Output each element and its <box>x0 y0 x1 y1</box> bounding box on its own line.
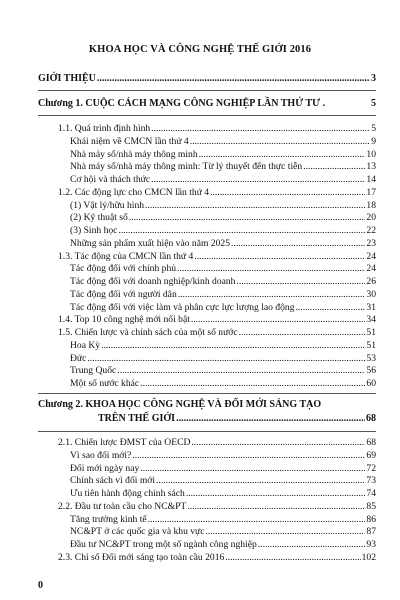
toc-entry[interactable] <box>70 200 376 212</box>
toc-entry-page: 30 <box>366 288 376 300</box>
toc-entry-page: 23 <box>366 237 376 249</box>
toc-entry-text: Một số nước khác <box>70 378 140 389</box>
toc-entry-text: 1.3. Tác động của CMCN lần thứ 4 <box>58 250 194 262</box>
leader-dots <box>194 251 365 263</box>
toc-entry[interactable] <box>70 263 376 275</box>
toc-entry-page: 9 <box>371 135 376 147</box>
toc-entry[interactable] <box>70 238 376 250</box>
leader-dots <box>118 225 365 237</box>
toc-entry-text: 2.1. Chiến lược ĐMST của OECD <box>58 437 191 448</box>
document-title: KHOA HỌC VÀ CÔNG NGHỆ THẾ GIỚI 2016 <box>88 44 312 55</box>
toc-entry[interactable] <box>70 450 376 462</box>
toc-entry-text: Chính sách vì đổi mới <box>70 475 156 487</box>
toc-entry-page: 74 <box>366 488 376 499</box>
toc-chapter-text: Chương 1. CUỘC CÁCH MẠNG CÔNG NGHIỆP LẦN THỨ TƯ . <box>38 98 326 109</box>
toc-entry[interactable] <box>70 378 376 390</box>
toc-entry-text: 1.1. Quá trình định hình <box>58 123 151 134</box>
leader-dots <box>239 327 366 339</box>
toc-entry-page: 22 <box>366 225 376 236</box>
toc-entry-page: 10 <box>366 148 376 160</box>
toc-entry[interactable] <box>70 539 376 551</box>
toc-entry[interactable] <box>70 475 376 487</box>
leader-dots <box>177 263 365 275</box>
toc-chapter1-row[interactable] <box>38 98 376 110</box>
toc-entry-page: 87 <box>366 526 376 538</box>
leader-dots <box>187 501 365 513</box>
toc-entry-text: Tác động đối với người dân <box>70 288 177 300</box>
toc-entry-page: 72 <box>366 462 376 474</box>
toc-entry[interactable] <box>70 174 376 186</box>
toc-entry-page: 51 <box>366 339 376 351</box>
toc-entry[interactable] <box>70 149 376 161</box>
toc-entry-text: Đầu tư NC&PT trong một số ngành công nghiệp <box>70 539 257 550</box>
toc-chapter-page: 68 <box>366 413 376 424</box>
toc-chapter-page: 5 <box>371 98 376 109</box>
toc-entry-text: Hoa Kỳ <box>70 339 101 351</box>
toc-entry-text: Ưu tiên hành động chính sách <box>70 488 185 499</box>
toc-entry[interactable] <box>58 327 376 339</box>
toc-entry-page: 51 <box>366 327 376 338</box>
leader-dots <box>176 413 365 425</box>
leader-dots <box>191 437 365 449</box>
toc-entry-page: 93 <box>366 539 376 550</box>
toc-entry[interactable] <box>70 340 376 352</box>
toc-entry[interactable] <box>70 212 376 224</box>
leader-dots <box>145 200 365 212</box>
leader-dots <box>151 123 370 135</box>
toc-entry-text: 2.3. Chỉ số Đổi mới sáng tạo toàn cầu 2016 <box>58 551 225 563</box>
toc-entry-text: Cơ hội và thách thức <box>70 174 151 185</box>
toc-entry-text: Những sản phẩm xuất hiện vào năm 2025 <box>70 237 231 249</box>
page-number: 0 <box>38 580 43 591</box>
toc-entry[interactable] <box>58 251 376 263</box>
toc-entry-page: 17 <box>366 186 376 198</box>
leader-dots <box>258 539 366 551</box>
leader-dots <box>140 378 365 390</box>
toc-entry-text: Đức <box>70 352 87 364</box>
leader-dots <box>129 212 366 224</box>
toc-entry-page: 24 <box>366 263 376 275</box>
toc-entry[interactable] <box>58 552 376 564</box>
leader-dots <box>97 73 370 85</box>
toc-entry-page: 102 <box>361 551 376 563</box>
toc-entry[interactable] <box>70 225 376 237</box>
toc-entry-page: 26 <box>366 276 376 287</box>
toc-entry-text: Tác động đối với việc làm và phân cực lực lượng lao động <box>70 301 295 313</box>
toc-entry-page: 14 <box>366 174 376 185</box>
toc-entry-text: Nhà máy số/nhà máy thông minh: Từ lý thuyết đến thực tiễn <box>70 161 303 173</box>
toc-entry-text: Tác động đối với chính phủ <box>70 263 177 275</box>
toc-intro-row[interactable] <box>38 73 376 85</box>
toc-entry[interactable] <box>70 526 376 538</box>
toc-entry-text: NC&PT ở các quốc gia và khu vực <box>70 526 205 538</box>
toc-entry-text: Vì sao đổi mới? <box>70 449 132 461</box>
leader-dots <box>191 314 366 326</box>
leader-dots <box>210 187 365 199</box>
toc-entry-text: Khái niệm về CMCN lần thứ 4 <box>70 135 189 147</box>
toc-entry-text: GIỚI THIỆU <box>38 73 96 84</box>
toc-entry[interactable] <box>70 514 376 526</box>
toc-entry[interactable] <box>70 488 376 500</box>
toc-entry[interactable] <box>70 276 376 288</box>
toc-entry-page: 3 <box>371 73 376 84</box>
leader-dots <box>148 514 366 526</box>
toc-entry-text: 1.2. Các động lực cho CMCN lần thứ 4 <box>58 186 210 198</box>
leader-dots <box>156 475 365 487</box>
toc-entry-page: 18 <box>366 199 376 211</box>
leader-dots <box>231 238 365 250</box>
toc-entry[interactable] <box>70 136 376 148</box>
toc-entry-text: Nhà máy số/nhà máy thông minh <box>70 148 198 160</box>
leader-dots <box>190 136 370 148</box>
toc-entry-page: 68 <box>366 437 376 448</box>
toc-entry-text: Trung Quốc <box>70 365 117 377</box>
toc-chapter2-row[interactable] <box>98 413 376 425</box>
divider <box>38 90 376 91</box>
toc-entry-text: Tăng trưởng kinh tế <box>70 513 147 525</box>
toc-entry-page: 34 <box>366 314 376 326</box>
toc-entry-page: 60 <box>366 378 376 389</box>
divider <box>38 393 376 394</box>
leader-dots <box>140 463 365 475</box>
leader-dots <box>199 149 366 161</box>
leader-dots <box>225 552 360 564</box>
toc-entry-text: 1.4. Top 10 công nghệ mới nổi bật <box>58 314 190 326</box>
leader-dots <box>206 526 366 538</box>
toc-entry-text: (2) Kỹ thuật số <box>70 212 128 224</box>
toc-entry[interactable] <box>58 437 376 449</box>
leader-dots <box>151 174 365 186</box>
leader-dots <box>132 450 365 462</box>
toc-entry[interactable] <box>70 365 376 377</box>
toc-entry-page: 86 <box>366 513 376 525</box>
toc-entry-text: Tác động đối với doanh nghiệp/kinh doanh <box>70 276 236 287</box>
leader-dots <box>117 365 365 377</box>
leader-dots <box>87 353 365 365</box>
toc-entry[interactable] <box>70 353 376 365</box>
toc-chapter2-line1[interactable]: Chương 2. KHOA HỌC CÔNG NGHỆ VÀ ĐỔI MỚI SÁNG TẠO <box>38 399 322 410</box>
toc-entry-text: (1) Vật lý/hữu hình <box>70 199 145 211</box>
toc-entry[interactable] <box>58 314 376 326</box>
toc-entry-page: 85 <box>366 500 376 512</box>
toc-entry-page: 20 <box>366 212 376 224</box>
leader-dots <box>236 276 365 288</box>
toc-entry-page: 24 <box>366 250 376 262</box>
toc-entry-page: 31 <box>366 301 376 313</box>
toc-entry[interactable] <box>70 302 376 314</box>
divider <box>38 431 376 432</box>
toc-entry-text: Đổi mới ngày nay <box>70 462 140 474</box>
toc-entry[interactable] <box>70 161 376 173</box>
toc-entry-page: 13 <box>366 161 376 173</box>
toc-entry-page: 56 <box>366 365 376 377</box>
toc-entry-text: 1.5. Chiến lược và chính sách của một số nước <box>58 327 238 338</box>
toc-entry[interactable] <box>58 501 376 513</box>
toc-entry-page: 69 <box>366 449 376 461</box>
toc-entry-page: 5 <box>371 123 376 134</box>
toc-chapter-text: TRÊN THẾ GIỚI <box>98 413 176 424</box>
toc-entry-text: (3) Sinh học <box>70 225 118 236</box>
toc-entry-page: 73 <box>366 475 376 487</box>
toc-entry-page: 53 <box>366 352 376 364</box>
toc-entry-text: 2.2. Đầu tư toàn cầu cho NC&PT <box>58 500 187 512</box>
toc-entry[interactable] <box>58 123 376 135</box>
toc-entry[interactable] <box>58 187 376 199</box>
leader-dots <box>178 289 366 301</box>
toc-entry[interactable] <box>70 463 376 475</box>
divider <box>38 115 376 116</box>
leader-dots <box>303 161 365 173</box>
leader-dots <box>186 488 366 500</box>
leader-dots <box>101 340 365 352</box>
toc-entry[interactable] <box>70 289 376 301</box>
leader-dots <box>296 302 366 314</box>
